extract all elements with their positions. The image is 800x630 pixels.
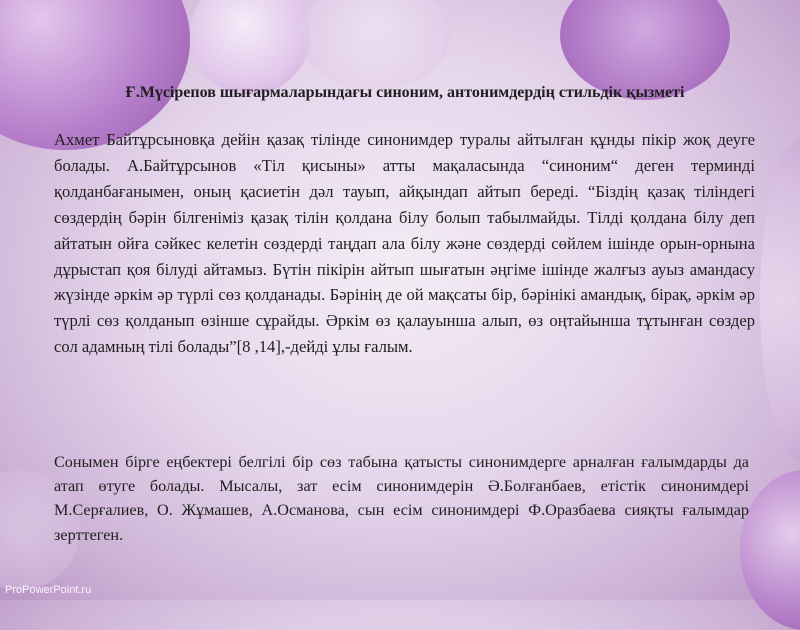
decorative-bubble <box>300 0 450 90</box>
decorative-bubble <box>190 0 310 95</box>
decorative-bubble <box>760 140 800 460</box>
body-paragraph-2: Сонымен бірге еңбектері белгілі бір сөз табына қатысты синонимдерге арналған ғалымдарды да атап өтуге болады. Мысалы, зат есім синонимдерін Ә.Болғанбаев, етістік синонимдері М.Серғалиев, О. Жұмашев, А.Османова, сын есім синонимдері Ф.Оразбаева сияқты ғалымдар зерттеген. <box>54 453 749 544</box>
body-paragraph-1: Ахмет Байтұрсыновқа дейін қазақ тілінде синонимдер туралы айтылған құнды пікір жоқ деуге болады. А.Байтұрсынов «Тіл қисыны» атты мақаласында “синоним“ деген терминді қолданбағанымен, оның қасиетін дәл тауып, айқындап айтып береді. “Біздің қазақ тіліндегі сөздердің бәрін білгеніміз қазақ тілін қолдана білу болып табылмайды. Тілді қолдана білу деп айтатын ойға сәйкес келетін сөздерді таңдап ала білу және сөздерді сөйлем ішінде орын-орнына дұрыстап қоя білуді айтамыз. Бүтін пікірін айтып шығатын әңгіме ішінде жалғыз ауыз амандасу жүзінде әркім әр түрлі сөз қолданады. Бәрінің де ой мақсаты бір, бәрінікі амандық, бірақ, әркім әр түрлі сөз қолданып өзінше сұрайды. Әркім өз қалауынша алып, өз оңтайынша тұтынған сөздер сол адамның тілі болады”[8 ,14],-дейді ұлы ғалым. <box>54 130 755 357</box>
decorative-bubble <box>740 470 800 630</box>
slide-title: Ғ.Мүсірепов шығармаларындағы синоним, антонимдердің стильдік қызметі <box>125 84 685 101</box>
watermark: ProPowerPoint.ru <box>5 584 92 596</box>
